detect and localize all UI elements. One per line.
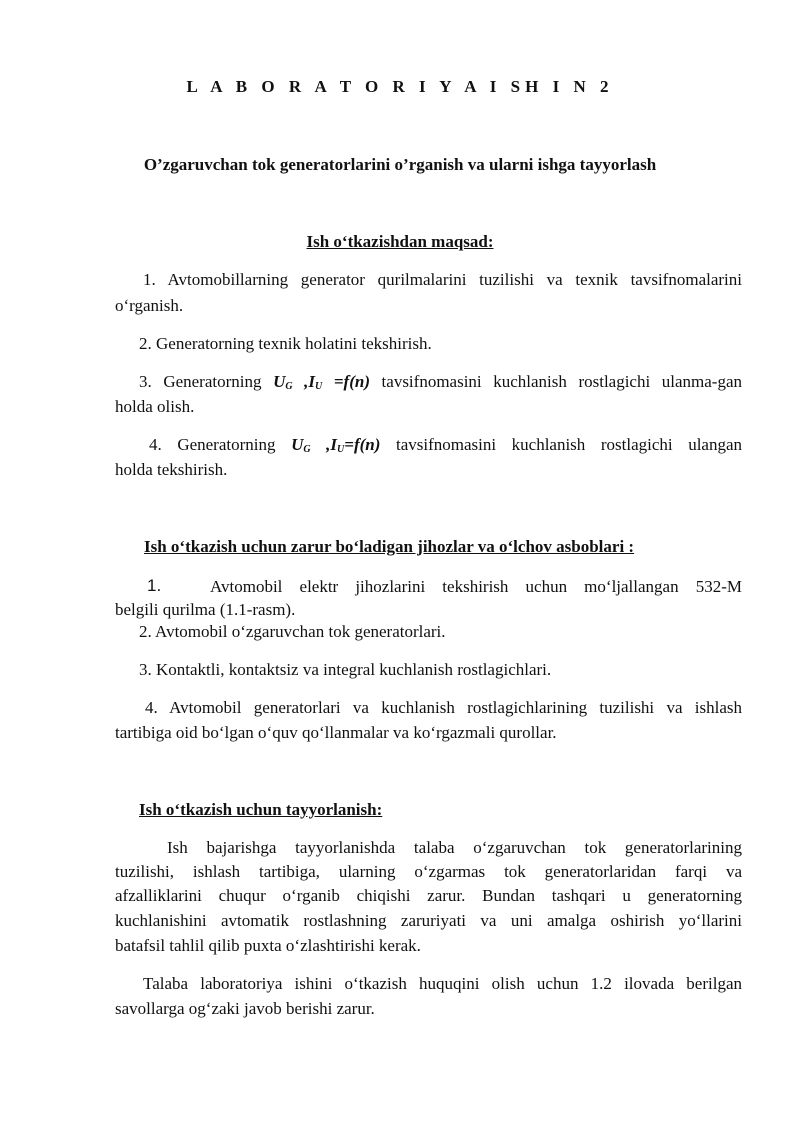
equipment-item-1: Avtomobil elektr jihozlarini tekshirish uchun mo‘ljallangan 532-M [210,577,742,596]
preparation-p2-line1: Talaba laboratoriya ishini o‘tkazish huquqini olish uchun 1.2 ilovada berilgan [143,974,742,993]
preparation-heading: Ish o‘tkazish uchun tayyorlanish: [139,800,383,819]
equipment-item-3: 3. Kontaktli, kontaktsiz va integral kuchlanish rostlagichlari. [139,660,552,679]
goal-item-3-cont: holda olish. [115,397,195,416]
equipment-item-4-cont: tartibiga oid bo‘lgan o‘quv qo‘llanmalar va ko‘rgazmali qurollar. [115,723,557,742]
equipment-item-2: 2. Avtomobil o‘zgaruvchan tok generatorlari. [139,622,446,641]
goal-item-2: 2. Generatorning texnik holatini tekshirish. [139,334,432,353]
preparation-p1-line1: Ish bajarishga tayyorlanishda talaba o‘zgaruvchan tok generatorlarining [167,838,742,857]
document-subtitle: O’zgaruvchan tok generatorlarini o’rganish va ularni ishga tayyorlash [143,155,657,174]
formula-ug: $U_G$ $,I_U =f(n)$ [273,372,370,392]
goal-heading: Ish o‘tkazishdan maqsad: [306,232,494,251]
document-title: L A B O R A T O R I Y A I SH I N 2 [186,77,614,96]
preparation-p1-line2: tuzilishi, ishlash tartibiga, ularning o‘zgarmas tok generatorlaridan farqi va [115,862,742,881]
goal-item-3-pre: 3. Generatorning [139,372,274,391]
preparation-p2-line2: savollarga og‘zaki javob berishi zarur. [115,999,375,1018]
equipment-item-4-text: 4. Avtomobil generatorlari va kuchlanish rostlagichlarining tuzilishi va ishlash [145,698,742,717]
preparation-p1-line4: kuchlanishini avtomatik rostlashning zaruriyati va uni amalga oshirish yo‘llarini [115,911,742,930]
goal-item-4 [115,434,742,456]
goal-item-4-pre: 4. Generatorning [149,435,292,454]
equipment-item-4 [115,697,742,719]
goal-item-3 [115,371,742,393]
equipment-item-1-cont: belgili qurilma (1.1-rasm). [115,600,296,619]
goal-item-3-post: tavsifnomasini kuchlanish rostlagichi ulanma-gan [369,372,743,391]
goal-item-1 [115,269,742,291]
goal-item-4-cont: holda tekshirish. [115,460,228,479]
preparation-p1-line5: batafsil tahlil qilib puxta o‘zlashtirishi kerak. [115,936,421,955]
formula-ug-2: $U_G$ $,I_U=f(n)$ [291,435,381,455]
goal-item-1-text: 1. Avtomobillarning generator qurilmalarini tuzilishi va texnik tavsifnomalarini [143,270,742,289]
preparation-p1-line3: afzalliklarini chuqur o‘rganib chiqishi zarur. Bundan tashqari u generatorning [115,886,742,905]
equipment-item-1-num: 1. [147,576,162,595]
goal-item-4-post: tavsifnomasini kuchlanish rostlagichi ulangan [380,435,743,454]
goal-item-1-cont: o‘rganish. [115,296,184,315]
equipment-heading: Ish o‘tkazish uchun zarur bo‘ladigan jihozlar va o‘lchov asboblari : [144,537,635,556]
